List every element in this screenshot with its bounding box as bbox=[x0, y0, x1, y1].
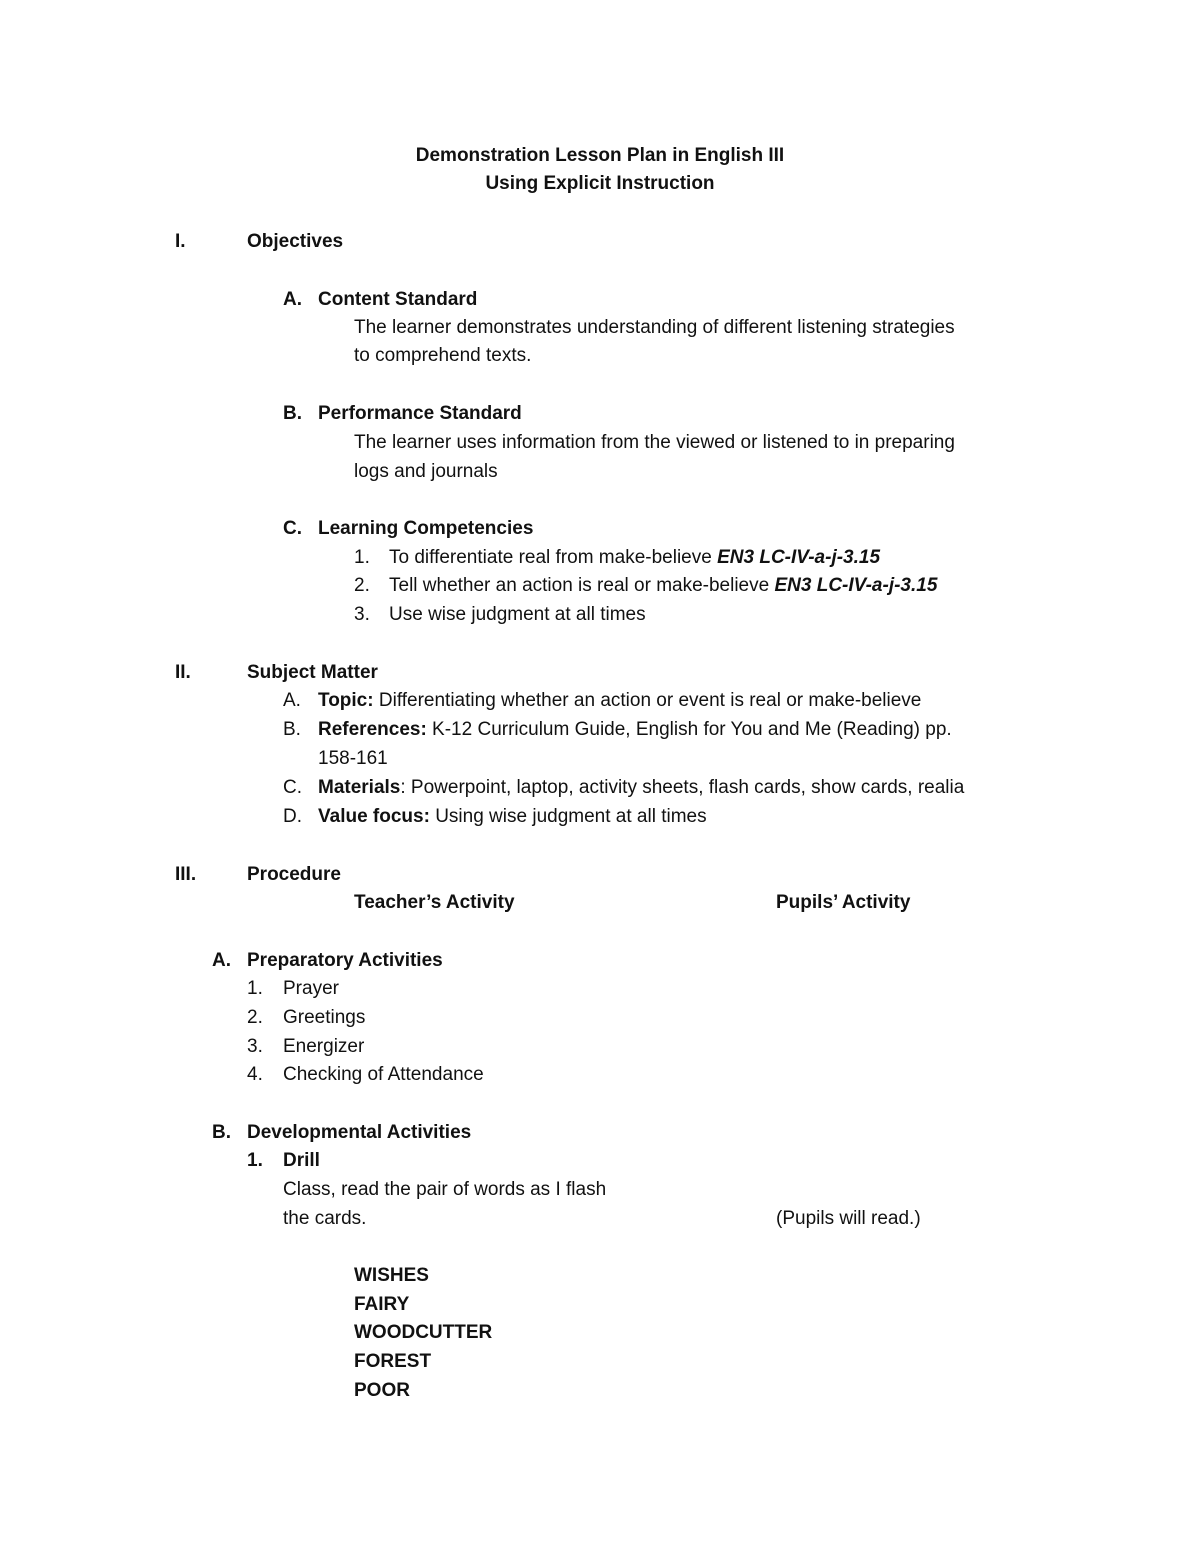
subject-item-letter: B. bbox=[283, 719, 301, 740]
preparatory-item-number: 1. bbox=[247, 978, 263, 999]
competency-item bbox=[389, 546, 880, 570]
preparatory-item: Prayer bbox=[283, 978, 339, 999]
content-standard-text-line2: to comprehend texts. bbox=[354, 345, 532, 366]
drill-number: 1. bbox=[247, 1150, 263, 1171]
section-heading-subject-matter: Subject Matter bbox=[247, 662, 378, 683]
competency-text: Use wise judgment at all times bbox=[389, 604, 646, 625]
subject-item-references bbox=[318, 718, 952, 742]
document-title: Demonstration Lesson Plan in English III bbox=[415, 145, 785, 166]
subject-item-label: Value focus: bbox=[318, 806, 430, 827]
preparatory-item: Greetings bbox=[283, 1007, 366, 1028]
competency-item bbox=[389, 603, 646, 627]
document-subtitle: Using Explicit Instruction bbox=[485, 173, 715, 194]
subject-item-value-focus bbox=[318, 805, 707, 829]
drill-instruction-line2: the cards. bbox=[283, 1208, 367, 1229]
preparatory-item: Energizer bbox=[283, 1036, 365, 1057]
subject-item-label: Topic: bbox=[318, 690, 374, 711]
section-numeral-procedure: III. bbox=[175, 864, 197, 885]
section-numeral-objectives: I. bbox=[175, 231, 186, 252]
subject-item-text: Differentiating whether an action or event is real or make-believe bbox=[373, 690, 922, 711]
subject-item-letter: D. bbox=[283, 806, 302, 827]
performance-standard-letter: B. bbox=[283, 403, 302, 424]
performance-standard-text-line1: The learner uses information from the viewed or listened to in preparing bbox=[354, 432, 955, 453]
subject-item-materials bbox=[318, 776, 964, 800]
competency-number: 3. bbox=[354, 604, 370, 625]
preparatory-heading: Preparatory Activities bbox=[247, 950, 443, 971]
drill-word: POOR bbox=[354, 1380, 410, 1401]
subject-item-letter: A. bbox=[283, 690, 301, 711]
subject-item-label: Materials bbox=[318, 777, 401, 798]
learning-competencies-letter: C. bbox=[283, 518, 302, 539]
competency-code: EN3 LC-IV-a-j-3.15 bbox=[717, 547, 881, 568]
content-standard-text-line1: The learner demonstrates understanding of different listening strategies bbox=[354, 317, 955, 338]
competency-number: 1. bbox=[354, 547, 370, 568]
competency-number: 2. bbox=[354, 575, 370, 596]
pupil-response: (Pupils will read.) bbox=[776, 1208, 921, 1229]
content-standard-heading: Content Standard bbox=[318, 289, 478, 310]
subject-item-text: : Powerpoint, laptop, activity sheets, flash cards, show cards, realia bbox=[400, 777, 965, 798]
performance-standard-heading: Performance Standard bbox=[318, 403, 522, 424]
subject-item-continuation: 158-161 bbox=[318, 748, 388, 769]
drill-instruction-line1: Class, read the pair of words as I flash bbox=[283, 1179, 607, 1200]
drill-word: FOREST bbox=[354, 1351, 432, 1372]
preparatory-item-number: 4. bbox=[247, 1064, 263, 1085]
subject-item-topic bbox=[318, 689, 921, 713]
subject-item-letter: C. bbox=[283, 777, 302, 798]
drill-word: WISHES bbox=[354, 1265, 429, 1286]
developmental-heading: Developmental Activities bbox=[247, 1122, 472, 1143]
developmental-letter: B. bbox=[212, 1122, 231, 1143]
competency-code: EN3 LC-IV-a-j-3.15 bbox=[774, 575, 938, 596]
content-standard-letter: A. bbox=[283, 289, 302, 310]
subject-item-label: References: bbox=[318, 719, 427, 740]
preparatory-item: Checking of Attendance bbox=[283, 1064, 484, 1085]
teacher-activity-column-header: Teacher’s Activity bbox=[354, 892, 515, 913]
drill-word: WOODCUTTER bbox=[354, 1322, 493, 1343]
section-heading-procedure: Procedure bbox=[247, 864, 341, 885]
competency-item bbox=[389, 574, 937, 598]
pupil-activity-column-header: Pupils’ Activity bbox=[776, 892, 911, 913]
section-numeral-subject-matter: II. bbox=[175, 662, 191, 683]
preparatory-item-number: 2. bbox=[247, 1007, 263, 1028]
section-heading-objectives: Objectives bbox=[247, 231, 344, 252]
competency-text: To differentiate real from make-believe bbox=[389, 547, 718, 568]
competency-text: Tell whether an action is real or make-believe bbox=[389, 575, 775, 596]
subject-item-text: Using wise judgment at all times bbox=[429, 806, 707, 827]
subject-item-text: K-12 Curriculum Guide, English for You and Me (Reading) pp. bbox=[426, 719, 952, 740]
preparatory-item-number: 3. bbox=[247, 1036, 263, 1057]
learning-competencies-heading: Learning Competencies bbox=[318, 518, 534, 539]
drill-heading: Drill bbox=[283, 1150, 320, 1171]
preparatory-letter: A. bbox=[212, 950, 231, 971]
performance-standard-text-line2: logs and journals bbox=[354, 461, 498, 482]
drill-word: FAIRY bbox=[354, 1294, 410, 1315]
